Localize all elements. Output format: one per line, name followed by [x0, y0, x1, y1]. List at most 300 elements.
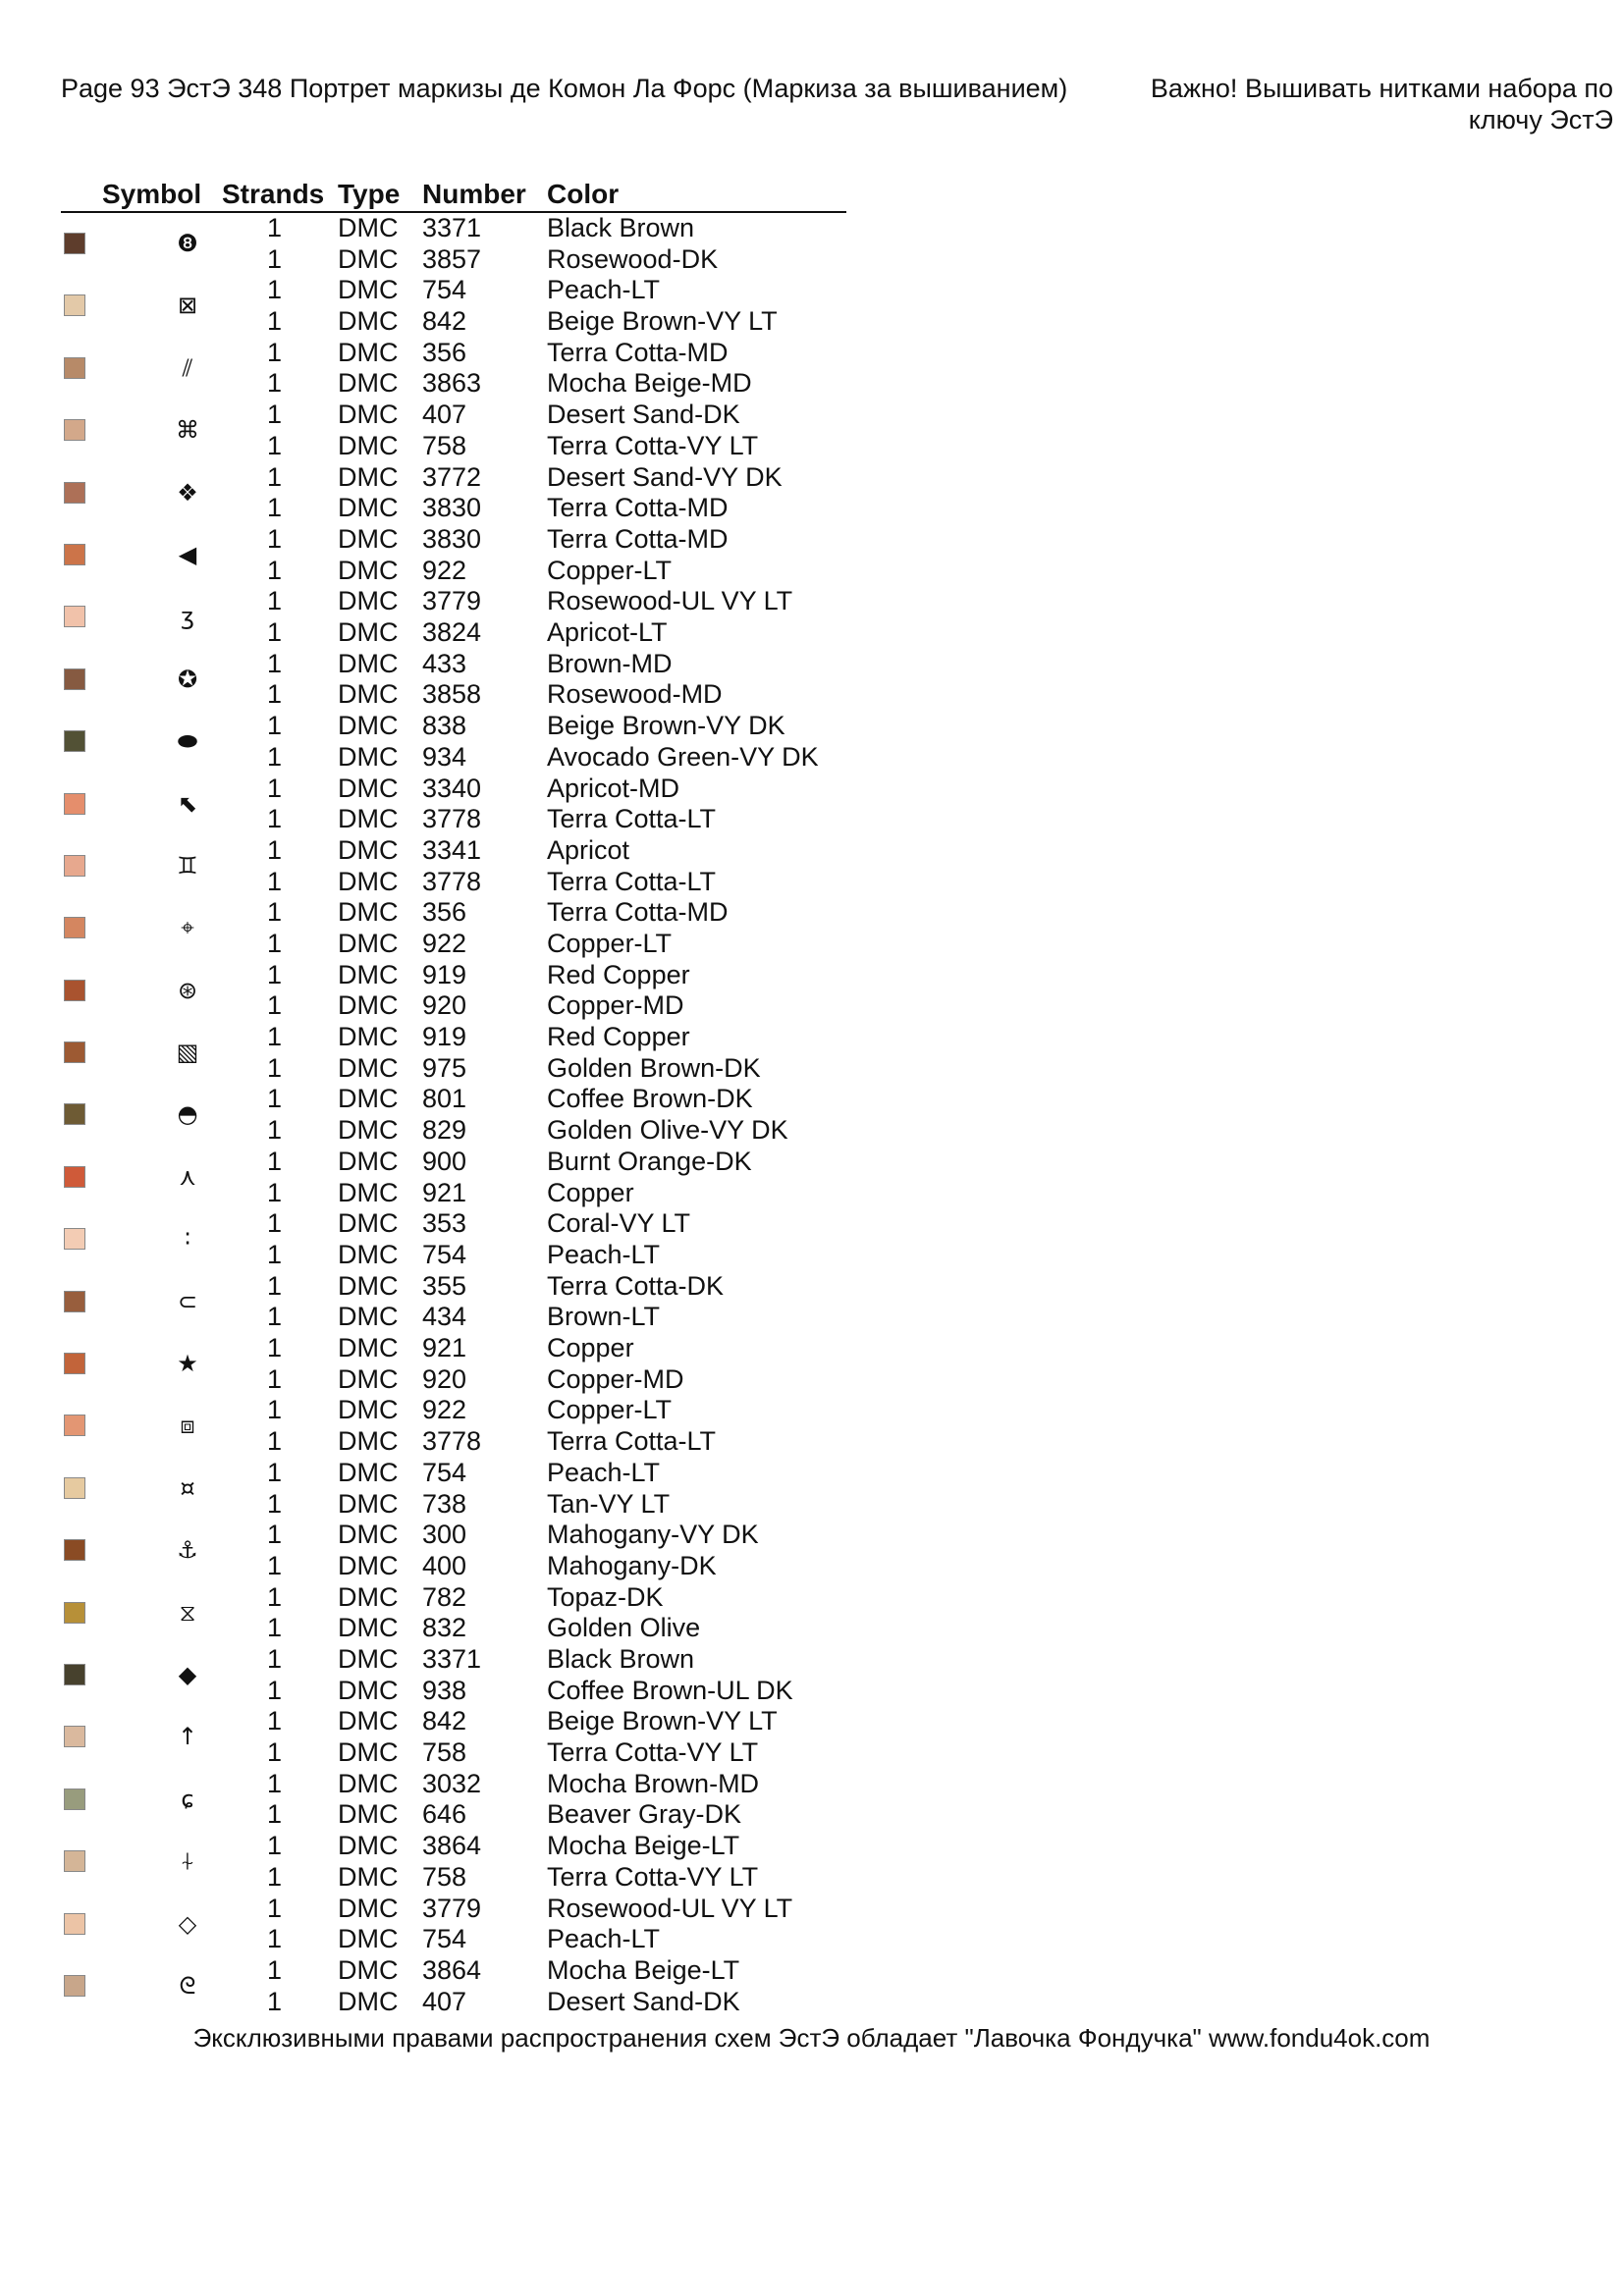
table-row	[61, 462, 846, 494]
symbol-group	[61, 1955, 846, 2017]
type-cell: DMC	[338, 1706, 399, 1736]
type-cell: DMC	[338, 1208, 399, 1239]
table-row	[61, 431, 846, 462]
table-row	[61, 1271, 846, 1303]
square-in-square-icon: ⧈	[180, 1412, 195, 1440]
color-name-cell: Terra Cotta-MD	[547, 897, 729, 928]
color-name-cell: Copper-LT	[547, 555, 673, 585]
color-name-cell: Copper-MD	[547, 1363, 684, 1394]
strands-cell: 1	[267, 493, 283, 523]
thread-key-table	[61, 177, 846, 2017]
color-name-cell: Topaz-DK	[547, 1581, 664, 1612]
symbol-group	[61, 960, 846, 1022]
table-row	[61, 1115, 846, 1147]
number-cell: 922	[422, 1395, 467, 1425]
color-name-cell: Copper-MD	[547, 990, 684, 1021]
symbol-group	[61, 213, 846, 275]
color-name-cell: Beige Brown-VY DK	[547, 711, 785, 741]
type-cell: DMC	[338, 1270, 399, 1301]
type-cell: DMC	[338, 1084, 399, 1114]
table-row	[61, 338, 846, 369]
strands-cell: 1	[267, 1986, 283, 2016]
symbol-group	[61, 1147, 846, 1208]
number-cell: 3779	[422, 586, 482, 616]
table-row	[61, 804, 846, 835]
color-name-cell: Coral-VY LT	[547, 1208, 691, 1239]
strands-cell: 1	[267, 990, 283, 1021]
table-row	[61, 493, 846, 524]
number-cell: 938	[422, 1675, 467, 1705]
number-cell: 3830	[422, 523, 482, 554]
color-name-cell: Beige Brown-VY LT	[547, 1706, 778, 1736]
strands-cell: 1	[267, 1457, 283, 1487]
table-row	[61, 1551, 846, 1582]
strands-cell: 1	[267, 679, 283, 710]
strands-cell: 1	[267, 1363, 283, 1394]
symbol-group	[61, 897, 846, 959]
type-cell: DMC	[338, 1457, 399, 1487]
number-cell: 3341	[422, 834, 482, 865]
table-row	[61, 1489, 846, 1521]
table-row	[61, 1053, 846, 1085]
type-cell: DMC	[338, 1146, 399, 1176]
symbol-group	[61, 1458, 846, 1520]
type-cell: DMC	[338, 1861, 399, 1892]
strands-cell: 1	[267, 1177, 283, 1207]
color-name-cell: Black Brown	[547, 1643, 695, 1674]
type-cell: DMC	[338, 1488, 399, 1519]
type-cell: DMC	[338, 1737, 399, 1768]
arrow-up-icon: ↑	[177, 1723, 198, 1751]
table-row	[61, 1862, 846, 1894]
table-row	[61, 960, 846, 991]
header-strands: Strands	[222, 179, 325, 209]
type-cell: DMC	[338, 213, 399, 242]
number-cell: 407	[422, 1986, 467, 2016]
table-row	[61, 586, 846, 617]
color-name-cell: Terra Cotta-DK	[547, 1270, 725, 1301]
number-cell: 738	[422, 1488, 467, 1519]
strands-cell: 1	[267, 1146, 283, 1176]
color-name-cell: Copper	[547, 1333, 634, 1363]
stile-icon: ⍭	[180, 1847, 195, 1876]
color-name-cell: Peach-LT	[547, 1457, 661, 1487]
pill-icon: ⬬	[177, 727, 198, 756]
strands-cell: 1	[267, 243, 283, 274]
strands-cell: 1	[267, 928, 283, 958]
type-cell: DMC	[338, 804, 399, 834]
strands-cell: 1	[267, 1426, 283, 1457]
table-row	[61, 1582, 846, 1614]
type-cell: DMC	[338, 1954, 399, 1985]
anchor-icon: ⚓	[177, 1536, 198, 1565]
number-cell: 433	[422, 648, 467, 678]
number-cell: 920	[422, 1363, 467, 1394]
table-row	[61, 1831, 846, 1862]
symbol-group	[61, 649, 846, 711]
color-name-cell: Rosewood-MD	[547, 679, 723, 710]
table-row	[61, 1364, 846, 1396]
color-name-cell: Terra Cotta-MD	[547, 523, 729, 554]
number-cell: 920	[422, 990, 467, 1021]
strands-cell: 1	[267, 834, 283, 865]
symbol-group	[61, 586, 846, 648]
table-row	[61, 1084, 846, 1115]
strands-cell: 1	[267, 1022, 283, 1052]
strands-cell: 1	[267, 368, 283, 399]
table-row	[61, 524, 846, 556]
color-name-cell: Red Copper	[547, 1022, 690, 1052]
number-cell: 758	[422, 430, 467, 460]
table-row	[61, 1613, 846, 1644]
number-cell: 3864	[422, 1954, 482, 1985]
color-name-cell: Terra Cotta-LT	[547, 866, 717, 896]
diamond-outline-icon: ◇	[178, 1909, 197, 1938]
strands-cell: 1	[267, 804, 283, 834]
table-row	[61, 275, 846, 306]
symbol-group	[61, 711, 846, 773]
colon-icon: ∶	[184, 1225, 191, 1254]
symbol-group	[61, 338, 846, 400]
number-cell: 922	[422, 928, 467, 958]
pillar-icon: ♊	[177, 851, 198, 880]
table-row	[61, 1208, 846, 1240]
crosshair-icon: ⌖	[181, 914, 194, 942]
strands-cell: 1	[267, 337, 283, 367]
symbol-group	[61, 1831, 846, 1893]
table-row	[61, 400, 846, 431]
type-cell: DMC	[338, 1581, 399, 1612]
number-cell: 3830	[422, 493, 482, 523]
number-cell: 758	[422, 1737, 467, 1768]
strands-cell: 1	[267, 959, 283, 989]
type-cell: DMC	[338, 337, 399, 367]
swirl-icon: ɕ	[181, 1785, 194, 1813]
symbol-group	[61, 1706, 846, 1768]
type-cell: DMC	[338, 1643, 399, 1674]
color-name-cell: Peach-LT	[547, 275, 661, 305]
number-cell: 3824	[422, 617, 482, 648]
type-cell: DMC	[338, 430, 399, 460]
number-cell: 754	[422, 275, 467, 305]
type-cell: DMC	[338, 1302, 399, 1332]
header-type: Type	[338, 179, 401, 209]
strands-cell: 1	[267, 773, 283, 803]
number-cell: 3779	[422, 1893, 482, 1923]
type-cell: DMC	[338, 1613, 399, 1643]
color-name-cell: Mocha Beige-LT	[547, 1831, 740, 1861]
table-row	[61, 306, 846, 338]
table-row	[61, 867, 846, 898]
type-cell: DMC	[338, 1052, 399, 1083]
strands-cell: 1	[267, 461, 283, 492]
color-name-cell: Red Copper	[547, 959, 690, 989]
table-row	[61, 1644, 846, 1676]
symbol-group	[61, 1644, 846, 1706]
color-name-cell: Mahogany-DK	[547, 1550, 717, 1580]
table-row	[61, 1955, 846, 1987]
color-name-cell: Apricot-MD	[547, 773, 680, 803]
type-cell: DMC	[338, 773, 399, 803]
four-diamond-icon: ❖	[177, 478, 198, 507]
strands-cell: 1	[267, 1675, 283, 1705]
number-cell: 434	[422, 1302, 467, 1332]
color-name-cell: Beige Brown-VY LT	[547, 306, 778, 337]
color-name-cell: Apricot	[547, 834, 630, 865]
type-cell: DMC	[338, 1550, 399, 1580]
symbol-group	[61, 1894, 846, 1955]
table-row	[61, 929, 846, 960]
strands-cell: 1	[267, 275, 283, 305]
strands-cell: 1	[267, 1302, 283, 1332]
symbol-group	[61, 774, 846, 835]
strands-cell: 1	[267, 1924, 283, 1954]
table-row	[61, 1894, 846, 1925]
symbol-group	[61, 1582, 846, 1644]
number-cell: 3864	[422, 1831, 482, 1861]
number-cell: 919	[422, 1022, 467, 1052]
color-name-cell: Black Brown	[547, 213, 695, 242]
hook-c-icon: ⊂	[177, 1287, 198, 1315]
table-header	[61, 177, 846, 213]
strands-cell: 1	[267, 430, 283, 460]
table-row	[61, 1458, 846, 1489]
symbol-group	[61, 1395, 846, 1457]
table-row	[61, 835, 846, 867]
color-name-cell: Terra Cotta-MD	[547, 337, 729, 367]
number-cell: 3032	[422, 1768, 482, 1798]
color-name-cell: Terra Cotta-VY LT	[547, 430, 759, 460]
color-name-cell: Desert Sand-DK	[547, 1986, 740, 2016]
strands-cell: 1	[267, 1115, 283, 1146]
table-row	[61, 1520, 846, 1551]
number-cell: 922	[422, 555, 467, 585]
symbol-group	[61, 275, 846, 337]
strands-cell: 1	[267, 1706, 283, 1736]
number-cell: 3863	[422, 368, 482, 399]
color-name-cell: Burnt Orange-DK	[547, 1146, 752, 1176]
hatched-square-icon: ▧	[176, 1039, 199, 1067]
type-cell: DMC	[338, 555, 399, 585]
number-cell: 400	[422, 1550, 467, 1580]
color-name-cell: Mahogany-VY DK	[547, 1520, 759, 1550]
type-cell: DMC	[338, 400, 399, 430]
table-row	[61, 556, 846, 587]
type-cell: DMC	[338, 1893, 399, 1923]
number-cell: 842	[422, 1706, 467, 1736]
table-row	[61, 244, 846, 276]
type-cell: DMC	[338, 1831, 399, 1861]
strands-cell: 1	[267, 741, 283, 772]
type-cell: DMC	[338, 1115, 399, 1146]
type-cell: DMC	[338, 897, 399, 928]
type-cell: DMC	[338, 1239, 399, 1269]
type-cell: DMC	[338, 1177, 399, 1207]
table-row	[61, 742, 846, 774]
number-cell: 3778	[422, 1426, 482, 1457]
strands-cell: 1	[267, 1893, 283, 1923]
strands-cell: 1	[267, 1799, 283, 1830]
type-cell: DMC	[338, 834, 399, 865]
type-cell: DMC	[338, 461, 399, 492]
crossed-box-icon: ⊠	[177, 292, 198, 320]
symbol-group	[61, 524, 846, 586]
color-name-cell: Peach-LT	[547, 1924, 661, 1954]
type-cell: DMC	[338, 275, 399, 305]
footer-copyright: Эксклюзивными правами распространения схем ЭстЭ обладает "Лавочка Фондучка" www.fondu4ok.com	[192, 2023, 1431, 2053]
color-name-cell: Desert Sand-VY DK	[547, 461, 783, 492]
symbol-group	[61, 1084, 846, 1146]
color-name-cell: Terra Cotta-VY LT	[547, 1861, 759, 1892]
number-cell: 921	[422, 1333, 467, 1363]
type-cell: DMC	[338, 306, 399, 337]
star-icon: ★	[177, 1350, 198, 1378]
number-cell: 838	[422, 711, 467, 741]
color-name-cell: Terra Cotta-LT	[547, 804, 717, 834]
strands-cell: 1	[267, 306, 283, 337]
type-cell: DMC	[338, 617, 399, 648]
color-name-cell: Tan-VY LT	[547, 1488, 671, 1519]
strands-cell: 1	[267, 866, 283, 896]
type-cell: DMC	[338, 928, 399, 958]
number-cell: 3772	[422, 461, 482, 492]
symbol-group	[61, 1333, 846, 1395]
number-cell: 975	[422, 1052, 467, 1083]
strands-cell: 1	[267, 648, 283, 678]
table-row	[61, 1924, 846, 1955]
type-cell: DMC	[338, 1520, 399, 1550]
table-row	[61, 1240, 846, 1271]
strands-cell: 1	[267, 523, 283, 554]
number-cell: 646	[422, 1799, 467, 1830]
strands-cell: 1	[267, 617, 283, 648]
color-name-cell: Copper-LT	[547, 1395, 673, 1425]
color-name-cell: Copper-LT	[547, 928, 673, 958]
table-row	[61, 213, 846, 244]
type-cell: DMC	[338, 586, 399, 616]
table-row	[61, 1426, 846, 1458]
color-name-cell: Mocha Beige-MD	[547, 368, 752, 399]
hourglass-icon: ⧖	[179, 1598, 196, 1627]
table-row	[61, 368, 846, 400]
strands-cell: 1	[267, 1488, 283, 1519]
table-row	[61, 1737, 846, 1769]
strands-cell: 1	[267, 1520, 283, 1550]
strands-cell: 1	[267, 1954, 283, 1985]
color-name-cell: Beaver Gray-DK	[547, 1799, 742, 1830]
strands-cell: 1	[267, 897, 283, 928]
color-name-cell: Terra Cotta-LT	[547, 1426, 717, 1457]
type-cell: DMC	[338, 1768, 399, 1798]
looped-cross-icon: ⌘	[176, 416, 199, 445]
strands-cell: 1	[267, 1052, 283, 1083]
type-cell: DMC	[338, 1363, 399, 1394]
strands-cell: 1	[267, 1239, 283, 1269]
number-cell: 3858	[422, 679, 482, 710]
table-row	[61, 1022, 846, 1053]
symbol-group	[61, 835, 846, 897]
strands-cell: 1	[267, 1737, 283, 1768]
number-cell: 900	[422, 1146, 467, 1176]
type-cell: DMC	[338, 523, 399, 554]
star-box-icon: ⊛	[177, 976, 198, 1004]
table-row	[61, 1769, 846, 1800]
half-circle-icon: ◓	[177, 1100, 198, 1129]
color-name-cell: Brown-MD	[547, 648, 673, 678]
number-cell: 754	[422, 1457, 467, 1487]
strands-cell: 1	[267, 1550, 283, 1580]
strands-cell: 1	[267, 1581, 283, 1612]
color-name-cell: Rosewood-UL VY LT	[547, 1893, 793, 1923]
number-cell: 3371	[422, 1643, 482, 1674]
spiral-icon: ᘓ	[179, 1971, 196, 2000]
color-name-cell: Golden Olive-VY DK	[547, 1115, 788, 1146]
type-cell: DMC	[338, 711, 399, 741]
important-note: Важно! Вышивать нитками набора по ключу ЭстЭ	[1150, 74, 1613, 134]
number-cell: 353	[422, 1208, 467, 1239]
number-cell: 842	[422, 306, 467, 337]
type-cell: DMC	[338, 866, 399, 896]
type-cell: DMC	[338, 990, 399, 1021]
color-name-cell: Coffee Brown-UL DK	[547, 1675, 793, 1705]
color-name-cell: Apricot-LT	[547, 617, 668, 648]
type-cell: DMC	[338, 493, 399, 523]
strands-cell: 1	[267, 1395, 283, 1425]
symbol-group	[61, 1769, 846, 1831]
table-row	[61, 1302, 846, 1333]
color-name-cell: Avocado Green-VY DK	[547, 741, 819, 772]
type-cell: DMC	[338, 741, 399, 772]
number-cell: 3778	[422, 804, 482, 834]
table-row	[61, 1147, 846, 1178]
table-row	[61, 897, 846, 929]
number-cell: 921	[422, 1177, 467, 1207]
diamond-icon: ◆	[178, 1660, 197, 1688]
color-name-cell: Brown-LT	[547, 1302, 661, 1332]
page-title: Page 93 ЭстЭ 348 Портрет маркизы де Комон Ла Форс (Маркиза за вышиванием)	[61, 74, 1068, 103]
color-name-cell: Golden Brown-DK	[547, 1052, 761, 1083]
number-cell: 754	[422, 1924, 467, 1954]
number-cell: 407	[422, 400, 467, 430]
table-body	[61, 213, 846, 2017]
table-row	[61, 1799, 846, 1831]
strands-cell: 1	[267, 586, 283, 616]
number-cell: 832	[422, 1613, 467, 1643]
strands-cell: 1	[267, 1333, 283, 1363]
color-name-cell: Mocha Beige-LT	[547, 1954, 740, 1985]
color-name-cell: Terra Cotta-VY LT	[547, 1737, 759, 1768]
strands-cell: 1	[267, 1643, 283, 1674]
strands-cell: 1	[267, 1831, 283, 1861]
symbol-group	[61, 1022, 846, 1084]
number-cell: 758	[422, 1861, 467, 1892]
table-row	[61, 1987, 846, 2018]
strands-cell: 1	[267, 1208, 283, 1239]
type-cell: DMC	[338, 959, 399, 989]
caret-up-icon: ⋏	[179, 1162, 196, 1191]
double-slash-icon: ⫽	[182, 353, 193, 382]
number-cell: 356	[422, 897, 467, 928]
strands-cell: 1	[267, 1270, 283, 1301]
color-name-cell: Copper	[547, 1177, 634, 1207]
table-row	[61, 1676, 846, 1707]
strands-cell: 1	[267, 1768, 283, 1798]
type-cell: DMC	[338, 648, 399, 678]
header-color: Color	[547, 179, 620, 209]
table-row	[61, 649, 846, 680]
table-row	[61, 1706, 846, 1737]
type-cell: DMC	[338, 1924, 399, 1954]
